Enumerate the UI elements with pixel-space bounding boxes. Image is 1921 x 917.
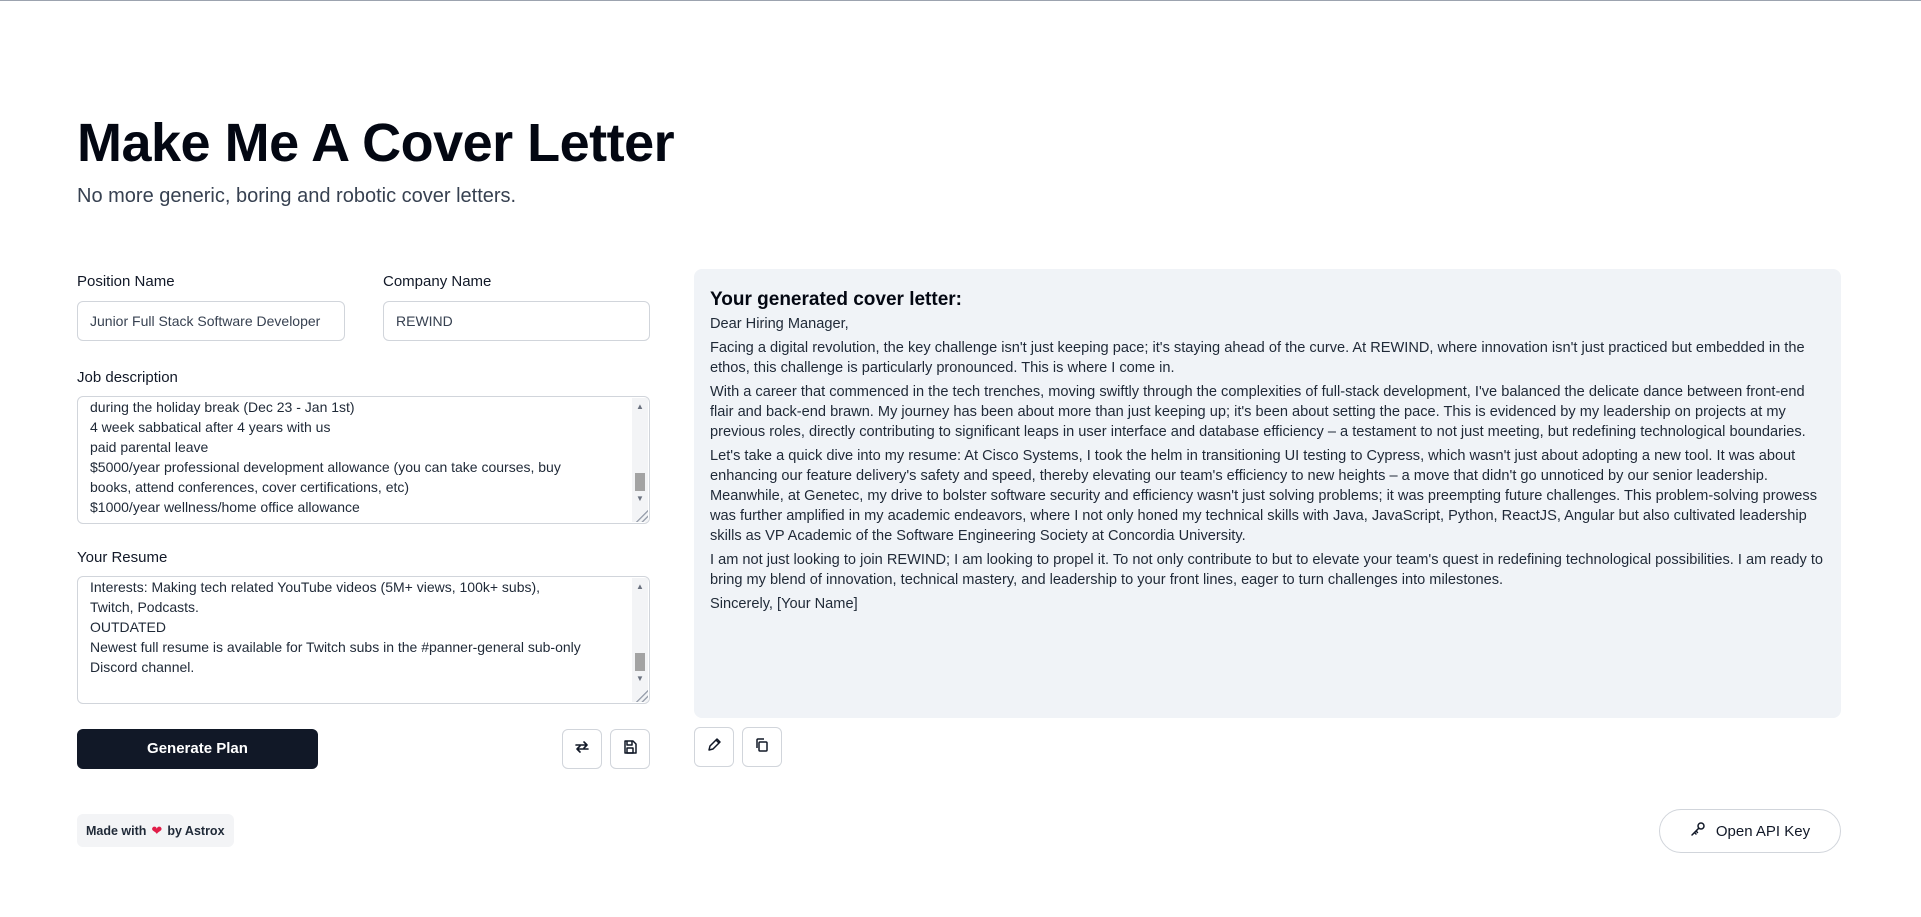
job-description-line: books, attend conferences, cover certifications, etc) [90, 479, 410, 495]
scroll-thumb[interactable] [635, 473, 645, 491]
job-description-line: $1000/year wellness/home office allowance [90, 499, 360, 515]
letter-paragraph: Let's take a quick dive into my resume: At Cisco Systems, I took the helm in transitioning UI testing to Cypress, which wasn't just about adopting a new tool. It was about enhancing our feature delivery's safety and speed, thereby elevating our team's efficiency to new heights – a move that didn't go unnoticed by our senior leadership. Meanwhile, at Genetec, my drive to bolster software security and efficiency wasn't just solving problems; it was preempting future challenges. This problem-solving prowess was further amplified in my academic endeavors, where I not only honed my technical skills with Java, JavaScript, Python, ReactJS, Angular but also cultivated leadership skills as VP Academic of the Software Engineering Society at Concordia University. [710, 448, 1818, 544]
heart-icon: ❤ [151, 822, 163, 838]
resume-label: Your Resume [77, 549, 168, 566]
scroll-down-arrow-icon[interactable]: ▼ [636, 494, 644, 503]
job-description-line: during the holiday break (Dec 23 - Jan 1st) [90, 399, 355, 415]
copy-icon [754, 737, 770, 758]
made-with-prefix: Made with [86, 823, 147, 838]
job-description-textarea[interactable] [77, 396, 650, 524]
job-description-text [90, 397, 625, 517]
resume-line: OUTDATED [90, 619, 166, 635]
scroll-down-arrow-icon[interactable]: ▼ [636, 674, 644, 683]
letter-paragraph: I am not just looking to join REWIND; I am looking to propel it. To not only contribute to but to elevate your team's quest in redefining technological possibilities. I am ready to bring my blend of innovation, technical mastery, and leadership to your front lines, eager to turn challenges into milestones. [710, 552, 1824, 588]
letter-paragraph: With a career that commenced in the tech trenches, moving swiftly through the complexities of full-stack development, I've balanced the delicate dance between front-end flair and back-end brawn. My journey has been about more than just keeping up; it's been about setting the pace. This is evidenced by my leadership on projects at my previous roles, directly contributing to significant leaps in user interface and database efficiency – a testament to not just meeting, but redefining technological boundaries. [710, 384, 1806, 440]
open-api-key-button[interactable] [1659, 809, 1841, 853]
made-with-badge[interactable] [77, 814, 234, 847]
swap-arrows-icon [574, 739, 590, 760]
save-button[interactable] [610, 729, 650, 769]
page-title: Make Me A Cover Letter [77, 113, 675, 173]
scroll-thumb[interactable] [635, 653, 645, 671]
resume-text [90, 577, 625, 677]
resume-line: Interests: Making tech related YouTube videos (5M+ views, 100k+ subs), [90, 579, 541, 595]
key-icon [1690, 821, 1706, 841]
generate-plan-button[interactable]: Generate Plan [77, 729, 318, 769]
scroll-up-arrow-icon[interactable]: ▲ [636, 402, 644, 411]
copy-button[interactable] [742, 727, 782, 767]
job-description-line: 4 week sabbatical after 4 years with us [90, 419, 331, 435]
cover-letter-output-panel [694, 269, 1841, 718]
letter-paragraph: Facing a digital revolution, the key challenge isn't just keeping pace; it's staying ahead of the curve. At REWIND, where innovation isn't just practiced but embedded in the ethos, this challenge is particularly pronounced. This is where I come in. [710, 340, 1805, 376]
letter-salutation: Dear Hiring Manager, [710, 316, 849, 332]
position-name-input[interactable]: Junior Full Stack Software Developer [77, 301, 345, 341]
job-description-scrollbar[interactable] [632, 398, 648, 522]
scroll-up-arrow-icon[interactable]: ▲ [636, 582, 644, 591]
swap-button[interactable] [562, 729, 602, 769]
made-with-suffix: by Astrox [167, 823, 225, 838]
job-description-line: $5000/year professional development allowance (you can take courses, buy [90, 459, 561, 475]
company-name-input[interactable]: REWIND [383, 301, 650, 341]
resume-line: Discord channel. [90, 659, 195, 675]
position-name-label: Position Name [77, 273, 175, 290]
cover-letter-text [710, 314, 1825, 618]
open-api-key-label: Open API Key [1715, 822, 1811, 840]
resume-scrollbar[interactable] [632, 578, 648, 702]
resize-handle-icon[interactable] [636, 690, 648, 702]
company-name-label: Company Name [383, 273, 492, 290]
resume-textarea[interactable] [77, 576, 650, 704]
resume-line: Newest full resume is available for Twitch subs in the #panner-general sub-only [90, 639, 581, 655]
edit-button[interactable] [694, 727, 734, 767]
floppy-disk-icon [622, 739, 638, 760]
resume-line: Twitch, Podcasts. [90, 599, 199, 615]
resize-handle-icon[interactable] [636, 510, 648, 522]
top-divider [0, 0, 1921, 1]
page-subtitle: No more generic, boring and robotic cover letters. [77, 185, 517, 207]
job-description-line: paid parental leave [90, 439, 209, 455]
pencil-icon [706, 737, 722, 758]
job-description-label: Job description [77, 369, 178, 386]
cover-letter-heading: Your generated cover letter: [710, 289, 963, 310]
letter-closing: Sincerely, [Your Name] [710, 596, 858, 612]
